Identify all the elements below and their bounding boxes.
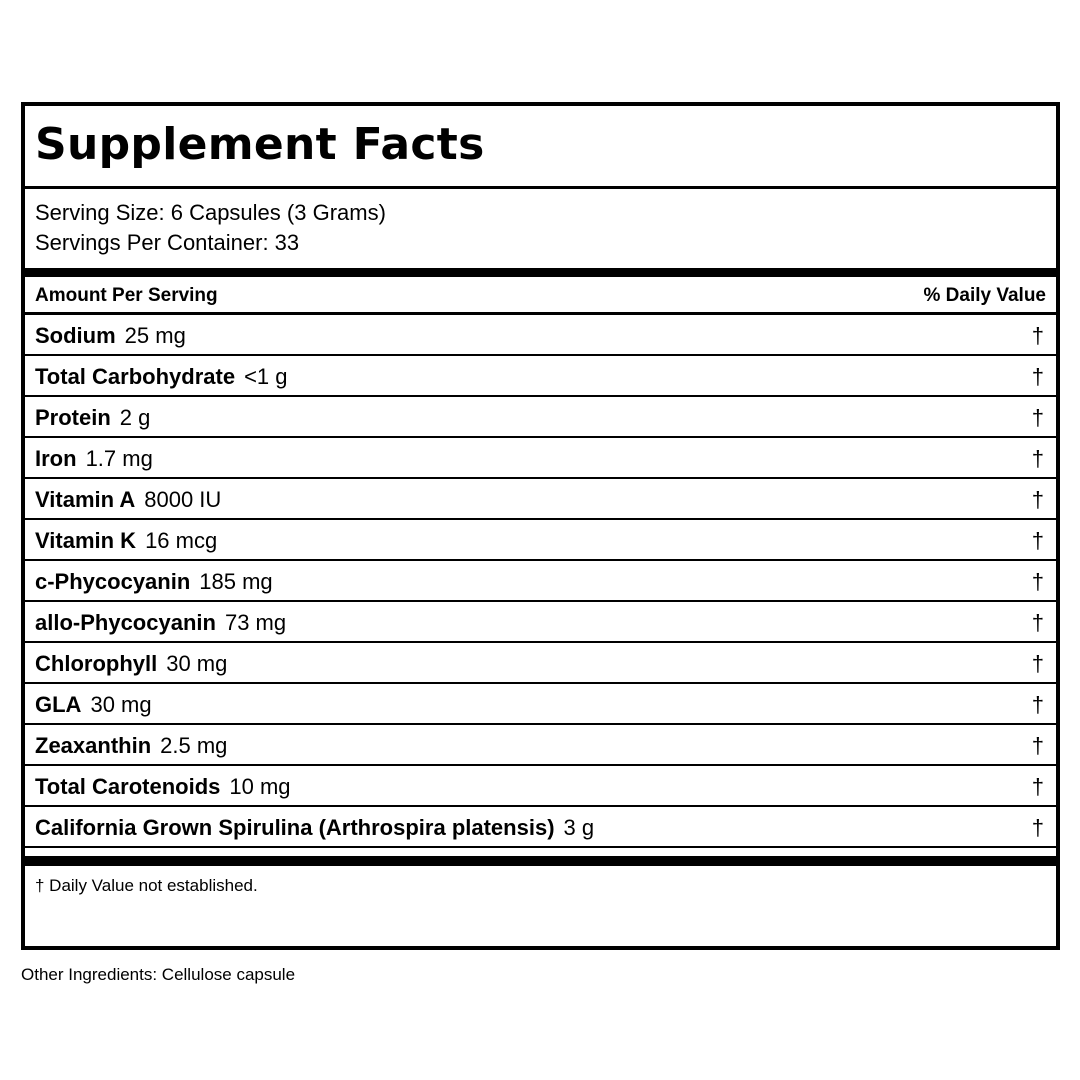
nutrient-amount: 3 g bbox=[563, 815, 595, 840]
nutrient-name: Zeaxanthin bbox=[35, 733, 152, 758]
nutrient-amount: <1 g bbox=[244, 364, 288, 389]
footnote-section bbox=[25, 866, 1056, 946]
nutrient-name-amount bbox=[35, 610, 286, 636]
nutrient-row bbox=[25, 438, 1056, 479]
nutrient-row bbox=[25, 315, 1056, 356]
nutrient-amount: 1.7 mg bbox=[85, 446, 153, 471]
daily-value-dagger: † bbox=[1031, 405, 1044, 430]
nutrient-row bbox=[25, 766, 1056, 807]
bottom-thick-divider bbox=[25, 856, 1056, 866]
daily-value-dagger: † bbox=[1031, 610, 1044, 635]
nutrient-amount: 2.5 mg bbox=[160, 733, 228, 758]
nutrient-amount: 30 mg bbox=[90, 692, 152, 717]
daily-value-dagger: † bbox=[1031, 364, 1044, 389]
nutrient-name-amount bbox=[35, 815, 594, 841]
nutrient-name: Sodium bbox=[35, 323, 116, 348]
nutrient-amount: 16 mcg bbox=[145, 528, 218, 553]
nutrient-row bbox=[25, 684, 1056, 725]
nutrient-name: Vitamin K bbox=[35, 528, 137, 553]
serving-size: Serving Size: 6 Capsules (3 Grams) bbox=[35, 200, 386, 225]
nutrient-row bbox=[25, 397, 1056, 438]
nutrient-amount: 8000 IU bbox=[144, 487, 222, 512]
nutrient-name-amount bbox=[35, 733, 227, 759]
nutrient-name: c-Phycocyanin bbox=[35, 569, 191, 594]
nutrient-name-amount bbox=[35, 569, 273, 595]
nutrient-name-amount bbox=[35, 446, 153, 472]
nutrient-name: Vitamin A bbox=[35, 487, 136, 512]
nutrient-name: California Grown Spirulina (Arthrospira platensis) bbox=[35, 815, 555, 840]
title-section bbox=[25, 106, 1056, 189]
nutrient-amount: 10 mg bbox=[229, 774, 291, 799]
nutrient-amount: 2 g bbox=[119, 405, 151, 430]
daily-value-dagger: † bbox=[1031, 323, 1044, 348]
nutrient-name: Iron bbox=[35, 446, 77, 471]
serving-info bbox=[25, 189, 1056, 268]
daily-value-label: % Daily Value bbox=[923, 285, 1046, 306]
amount-per-serving-label: Amount Per Serving bbox=[35, 285, 218, 306]
nutrient-amount: 185 mg bbox=[199, 569, 273, 594]
nutrient-name-amount bbox=[35, 323, 186, 349]
servings-per-container: Servings Per Container: 33 bbox=[35, 230, 300, 255]
nutrient-row bbox=[25, 643, 1056, 684]
nutrient-name: Chlorophyll bbox=[35, 651, 158, 676]
nutrient-name-amount bbox=[35, 692, 152, 718]
panel-title: Supplement Facts bbox=[35, 119, 485, 170]
daily-value-dagger: † bbox=[1031, 569, 1044, 594]
nutrient-row bbox=[25, 520, 1056, 561]
nutrient-amount: 73 mg bbox=[224, 610, 287, 635]
nutrient-name-amount bbox=[35, 651, 227, 677]
spacer-row bbox=[25, 848, 1056, 856]
nutrient-name-amount bbox=[35, 405, 150, 431]
amount-header-row bbox=[25, 277, 1056, 315]
nutrient-row bbox=[25, 561, 1056, 602]
daily-value-dagger: † bbox=[1031, 528, 1044, 553]
nutrient-row bbox=[25, 602, 1056, 643]
daily-value-dagger: † bbox=[1031, 651, 1044, 676]
nutrient-name-amount bbox=[35, 528, 217, 554]
nutrient-name-amount bbox=[35, 487, 221, 513]
nutrient-name-amount bbox=[35, 364, 288, 390]
daily-value-dagger: † bbox=[1031, 446, 1044, 471]
daily-value-dagger: † bbox=[1031, 733, 1044, 758]
nutrient-amount: 25 mg bbox=[124, 323, 186, 348]
nutrient-name: Protein bbox=[35, 405, 111, 430]
daily-value-dagger: † bbox=[1031, 815, 1044, 840]
supplement-facts-panel bbox=[21, 102, 1060, 950]
nutrient-name: Total Carotenoids bbox=[35, 774, 221, 799]
nutrient-row bbox=[25, 725, 1056, 766]
nutrient-list bbox=[25, 315, 1056, 848]
nutrient-row bbox=[25, 807, 1056, 848]
daily-value-dagger: † bbox=[1031, 487, 1044, 512]
daily-value-dagger: † bbox=[1031, 692, 1044, 717]
nutrient-name: GLA bbox=[35, 692, 82, 717]
nutrient-amount: 30 mg bbox=[166, 651, 228, 676]
thick-divider bbox=[25, 268, 1056, 277]
daily-value-dagger: † bbox=[1031, 774, 1044, 799]
nutrient-row bbox=[25, 356, 1056, 397]
nutrient-row bbox=[25, 479, 1056, 520]
other-ingredients: Other Ingredients: Cellulose capsule bbox=[21, 965, 296, 984]
daily-value-footnote: † Daily Value not established. bbox=[35, 876, 258, 895]
nutrient-name-amount bbox=[35, 774, 291, 800]
nutrient-name: Total Carbohydrate bbox=[35, 364, 236, 389]
nutrient-name: allo-Phycocyanin bbox=[35, 610, 216, 635]
